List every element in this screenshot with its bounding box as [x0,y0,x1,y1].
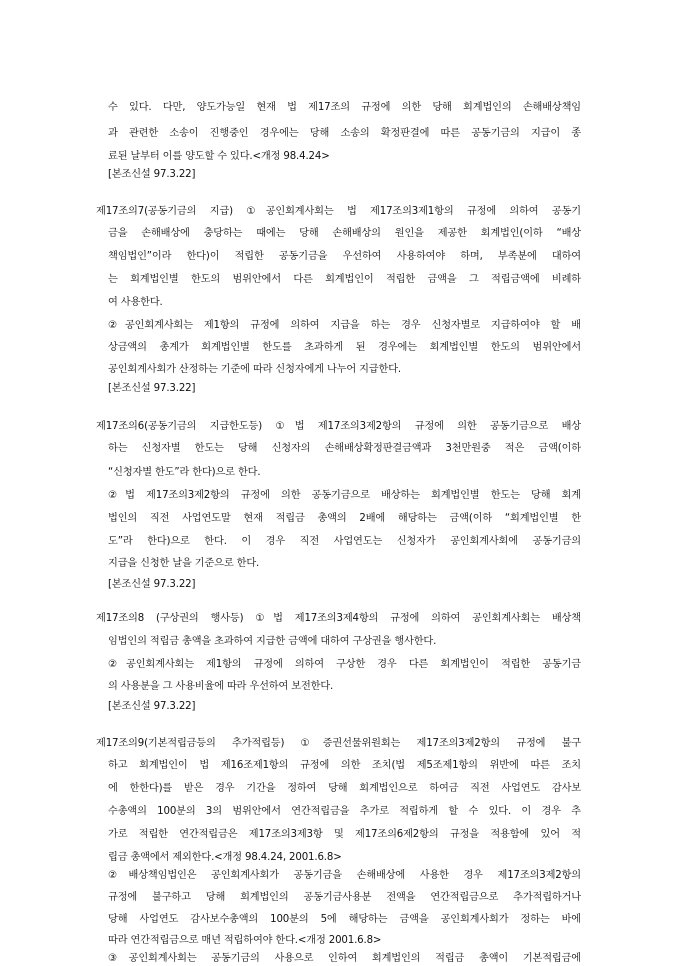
text-line: 에 한한다)를 받은 경우 기간을 정하여 당해 회계법인으로 하여금 직전 사업연도 감사보 [108,783,581,794]
text-line: 공인회계사회가 산정하는 기준에 따라 신청자에게 나누어 지급한다. [108,364,401,375]
text-line: 법인의 직전 사업연도말 현재 적립금 총액의 2배에 해당하는 금액(이하 “회계법인별 한 [108,513,581,524]
text-line: 수 있다. 다만, 양도가능일 현재 법 제17조의 규정에 의한 당해 회계법인의 손해배상책임 [108,102,581,113]
text-line: 가로 적립한 연간적립금은 제17조의3제3항 및 제17조의6제2항의 규정을 적용함에 있어 적 [108,829,581,840]
text-line: 과 관련한 소송이 진행중인 경우에는 당해 소송의 확정판결에 따른 공동기금의 지급이 종 [108,128,581,139]
text-line: 도”라 한다)으로 한다. 이 경우 직전 사업연도는 신청자가 공인회계사회에 공동기금의 [108,536,581,547]
text-line: 수총액의 100분의 3의 범위안에서 연간적립금을 추가로 적립하게 할 수 있다. 이 경우 추 [108,806,581,817]
text-line: ②공인회계사회는 제1항의 규정에 의하여 지급을 하는 경우 신청자별로 지급하여야 할 배 [108,320,581,331]
text-line: 하고 회계법인이 법 제16조제1항의 규정에 의한 조치(법 제5조제1항의 위반에 따른 조치 [108,760,581,771]
text-line: 는 회계법인별 한도의 범위안에서 다른 회계법인이 적립한 금액을 그 적립금액에 비례하 [108,274,581,285]
text-line: 금을 손해배상에 충당하는 때에는 당해 손해배상의 원인을 제공한 회계법인(이하 “배상 [108,228,581,239]
article-heading-line: 제17조의7(공동기금의 지급) ①공인회계사회는 법 제17조의3제1항의 규정에 의하여 공동기 [96,206,581,217]
text-line: 규정에 불구하고 당해 회계법인의 공동기금사용분 전액을 연간적립금으로 추가적립하거나 [108,892,581,903]
text-line: ②법 제17조의3제2항의 규정에 의한 공동기금으로 배상하는 회계법인별 한도는 당해 회계 [108,490,581,501]
enactment-note: [본조신설 97.3.22] [108,701,196,712]
text-line: ③공인회계사회는 공동기금의 사용으로 인하여 회계법인의 적립금 총액이 기본적립금에 [108,953,581,964]
enactment-note: [본조신설 97.3.22] [108,169,196,180]
text-line: ②공인회계사회는 제1항의 규정에 의하여 구상한 경우 다른 회계법인이 적립한 공동기금 [108,659,581,670]
text-line: ②배상책임법인은 공인회계사회가 공동기금을 손해배상에 사용한 경우 제17조의3제2항의 [108,870,581,881]
text-line: 책임법인”이라 한다)이 적립한 공동기금을 우선하여 사용하여야 하며, 부족분에 대하여 [108,251,581,262]
article-heading-line: 제17조의8 (구상권의 행사등) ①법 제17조의3제4항의 규정에 의하여 공인회계사회는 배상책 [96,613,581,624]
text-line: 료된 날부터 이를 양도할 수 있다.<개정 98.4.24> [108,151,330,162]
enactment-note: [본조신설 97.3.22] [108,579,196,590]
text-line: 임법인의 적립금 총액을 초과하여 지급한 금액에 대하여 구상권을 행사한다. [108,636,437,647]
text-line: “신청자별 한도”라 한다)으로 한다. [108,467,261,478]
article-heading-line: 제17조의9(기본적립금등의 추가적립등) ①증권선물위원회는 제17조의3제2항의 규정에 불구 [96,738,581,749]
article-heading-line: 제17조의6(공동기금의 지급한도등) ①법 제17조의3제2항의 규정에 의한 공동기금으로 배상 [96,421,581,432]
text-line: 당해 사업연도 감사보수총액의 100분의 5에 해당하는 금액을 공인회계사회가 정하는 바에 [108,914,581,925]
enactment-note: [본조신설 97.3.22] [108,383,196,394]
text-line: 여 사용한다. [108,297,163,308]
text-line: 하는 신청자별 한도는 당해 신청자의 손해배상확정판결금액과 3천만원중 적은 금액(이하 [108,443,581,454]
text-line: 의 사용분을 그 사용비율에 따라 우선하여 보전한다. [108,681,334,692]
text-line: 상금액의 총계가 회계법인별 한도를 초과하게 된 경우에는 회계법인별 한도의 범위안에서 [108,342,581,353]
text-line: 따라 연간적립금으로 매년 적립하여야 한다.<개정 2001.6.8> [108,935,382,946]
text-line: 지급을 신청한 날을 기준으로 한다. [108,558,260,569]
text-line: 립금 총액에서 제외한다.<개정 98.4.24, 2001.6.8> [108,852,342,863]
